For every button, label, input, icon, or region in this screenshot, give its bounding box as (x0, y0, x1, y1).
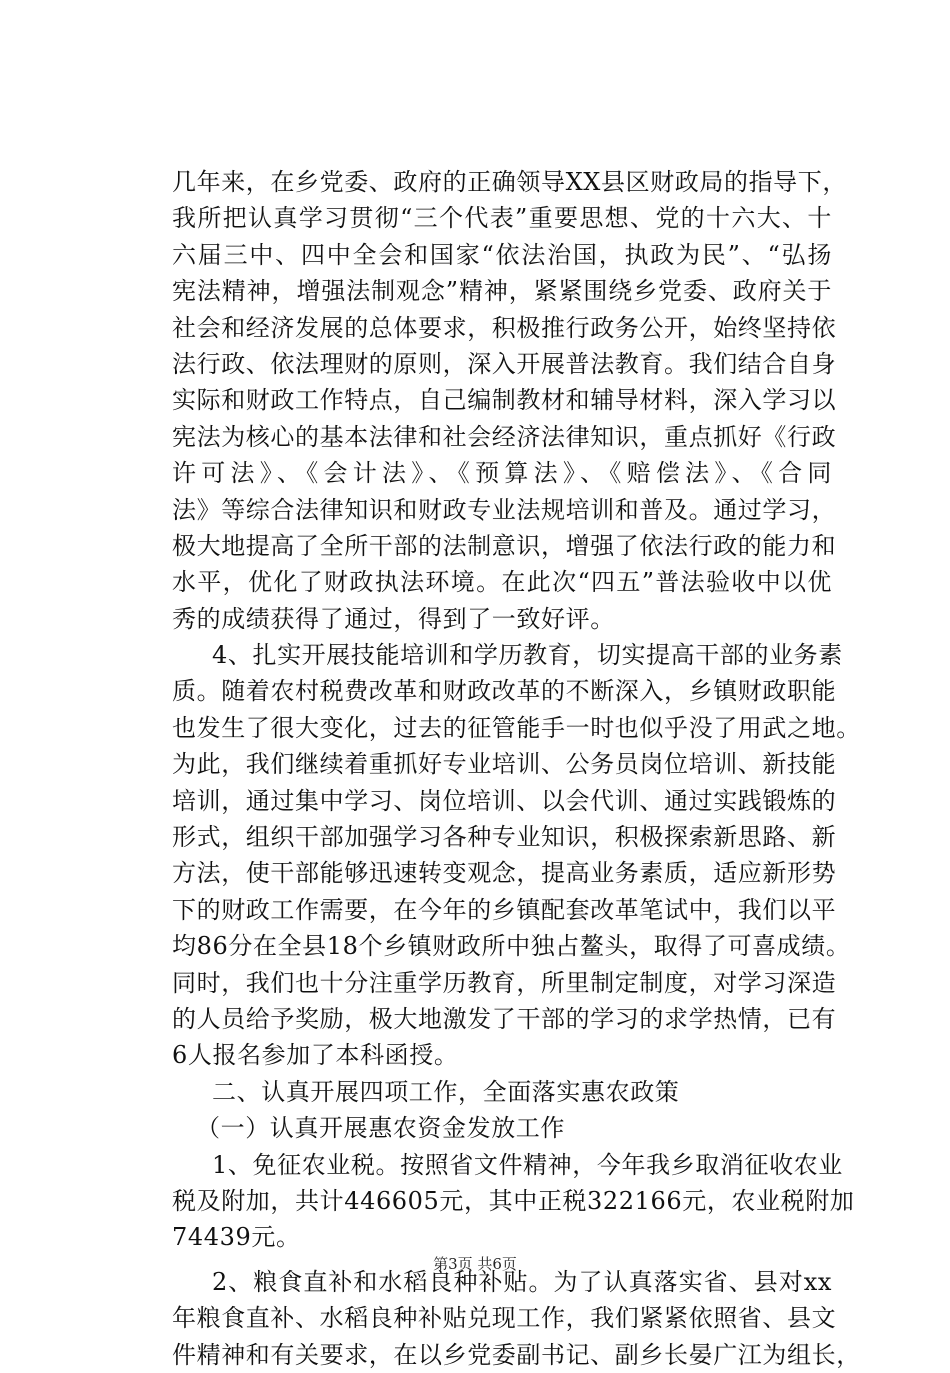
text-line: 形式，组织干部加强学习各种专业知识，积极探索新思路、新 (172, 823, 837, 852)
text-line: 社会和经济发展的总体要求，积极推行政务公开，始终坚持依 (172, 313, 837, 342)
text-line: 税及附加，共计446605元，其中正税322166元，农业税附加 (172, 1186, 855, 1215)
text-line: 年粮食直补、水稻良种补贴兑现工作，我们紧紧依照省、县文 (172, 1304, 837, 1333)
text-line: 水平，优化了财政执法环境。在此次“四五”普法验收中以优 (172, 568, 832, 597)
text-line: 方法，使干部能够迅速转变观念，提高业务素质，适应新形势 (172, 859, 837, 888)
text-line: 件精神和有关要求，在以乡党委副书记、副乡长晏广江为组长， (172, 1340, 861, 1369)
text-line: 培训，通过集中学习、岗位培训、以会代训、通过实践锻炼的 (172, 786, 837, 815)
text-line: 法》等综合法律知识和财政专业法规培训和普及。通过学习， (172, 495, 837, 524)
text-line: 法行政、依法理财的原则，深入开展普法教育。我们结合自身 (172, 349, 837, 378)
text-line: 的人员给予奖励，极大地激发了干部的学习的求学热情，已有 (172, 1004, 837, 1033)
paragraph-start-line: 2、粮食直补和水稻良种补贴。为了认真落实省、县对xx (212, 1267, 832, 1296)
text-line: 也发生了很大变化，过去的征管能手一时也似乎没了用武之地。 (172, 713, 861, 742)
text-line: 几年来，在乡党委、政府的正确领导XX县区财政局的指导下， (172, 168, 847, 196)
page-number-footer: 第3页 共6页 (433, 1255, 517, 1273)
text-line: 许可法》、《会计法》、《预算法》、《赔偿法》、《合同 (172, 459, 832, 488)
text-line: 宪法为核心的基本法律和社会经济法律知识，重点抓好《行政 (172, 422, 837, 451)
body-text (172, 164, 861, 1373)
text-line: 74439元。 (172, 1223, 301, 1252)
text-line: 6人报名参加了本科函授。 (172, 1041, 459, 1070)
text-line: 质。随着农村税费改革和财政改革的不断深入，乡镇财政职能 (172, 677, 837, 706)
text-line: 为此，我们继续着重抓好专业培训、公务员岗位培训、新技能 (172, 750, 837, 779)
text-line: 六届三中、四中全会和国家“依法治国，执政为民”、“弘扬 (172, 240, 832, 269)
subsection-heading: （一）认真开展惠农资金发放工作 (196, 1114, 565, 1143)
text-line: 均86分在全县18个乡镇财政所中独占鳌头，取得了可喜成绩。 (172, 932, 851, 961)
paragraph-start-line: 4、扎实开展技能培训和学历教育，切实提高干部的业务素 (212, 641, 843, 670)
text-line: 实际和财政工作特点，自己编制教材和辅导材料，深入学习以 (172, 386, 837, 415)
text-line: 我所把认真学习贯彻“三个代表”重要思想、党的十六大、十 (172, 204, 832, 233)
text-line: 同时，我们也十分注重学历教育，所里制定制度，对学习深造 (172, 968, 837, 997)
text-line: 下的财政工作需要，在今年的乡镇配套改革笔试中，我们以平 (172, 895, 837, 924)
section-heading: 二、认真开展四项工作，全面落实惠农政策 (212, 1077, 680, 1106)
paragraph-start-line: 1、免征农业税。按照省文件精神，今年我乡取消征收农业 (212, 1150, 843, 1179)
text-line: 宪法精神，增强法制观念”精神，紧紧围绕乡党委、政府关于 (172, 277, 832, 306)
text-line: 极大地提高了全所干部的法制意识，增强了依法行政的能力和 (172, 531, 837, 560)
text-line: 秀的成绩获得了通过，得到了一致好评。 (172, 604, 615, 633)
